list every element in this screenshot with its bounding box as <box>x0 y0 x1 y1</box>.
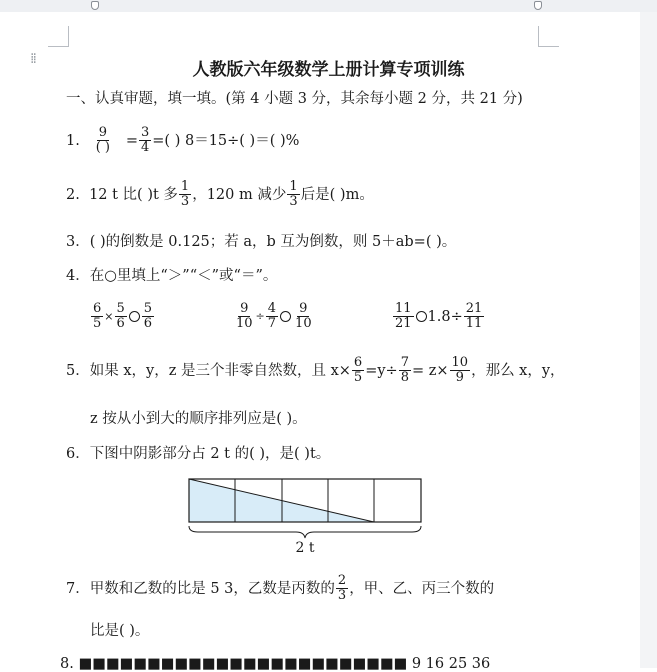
question-6: 6．下图中阴影部分占 2 t 的( )，是( )t。 <box>66 446 331 462</box>
compare-circle[interactable] <box>280 311 291 322</box>
compare-circle[interactable] <box>129 311 140 322</box>
brace-icon <box>189 526 421 538</box>
fraction: $\frac{1}{3}$ <box>289 179 298 209</box>
fraction: $\frac{1}{3}$ <box>180 179 190 209</box>
vertical-scrollbar[interactable] <box>639 12 657 668</box>
fraction: $\frac{3}{4}$ <box>141 125 150 155</box>
margin-corner-top-right <box>538 26 559 47</box>
question-5: 5．如果 x，y，z 是三个非零自然数，且 x× $\frac{6}{5}$ =y÷ $\frac{7}{8}$ = z× $\frac{10}{9}$ ，那么 x，y， <box>66 355 565 385</box>
fraction: $\frac{9}{( )}$ <box>95 125 110 155</box>
question-1: 1. $\frac{9}{( )}$ = $\frac{3}{4}$ =( ) 8＝15÷( )＝( )% <box>66 125 300 155</box>
question-3: 3．( )的倒数是 0.125；若 a，b 互为倒数，则 5＋ab=( )。 <box>66 234 457 250</box>
document-page <box>0 12 640 668</box>
section-heading: 一、认真审题，填一填。(第 4 小题 3 分，其余每小题 2 分，共 21 分) <box>66 91 523 107</box>
question-4: 4．在○里填上“＞”“＜”或“＝”。 <box>66 268 278 284</box>
compare-circle[interactable] <box>416 311 427 322</box>
compare-item-1: $\frac{6}{5}$ × $\frac{5}{6}$ $\frac{5}{6}$ <box>93 301 153 331</box>
indent-marker-icon[interactable] <box>91 1 99 10</box>
document-title: 人教版六年级数学上册计算专项训练 <box>192 60 465 80</box>
right-indent-marker-icon[interactable] <box>534 1 542 10</box>
question-7-line-2: 比是( )。 <box>90 623 150 639</box>
question-2: 2. 12 t 比( )t 多 $\frac{1}{3}$ ，120 m 减少 $\frac{1}{3}$ 后是( )m。 <box>66 179 374 209</box>
question-5-line-2: z 按从小到大的顺序排列应是( )。 <box>90 411 307 427</box>
compare-item-2: $\frac{9}{10}$ ÷ $\frac{4}{7}$ $\frac{9}{10}$ <box>236 301 312 331</box>
shaded-bar-diagram <box>188 478 424 558</box>
question-8-partial: 8. ■■■■■■■■■■■■■■■■■■■■■■■■ 9 16 25 36 <box>60 656 491 672</box>
question-7: 7．甲数和乙数的比是 5 3，乙数是丙数的 $\frac{2}{3}$ ，甲、乙、丙三个数的 <box>66 573 495 603</box>
diagram-label: 2 t <box>295 540 315 556</box>
drag-handle-icon[interactable]: ⁞⁞ <box>30 51 35 67</box>
margin-corner-top-left <box>48 26 69 47</box>
compare-item-3: $\frac{11}{21}$ 1.8÷ $\frac{21}{11}$ <box>395 301 483 331</box>
